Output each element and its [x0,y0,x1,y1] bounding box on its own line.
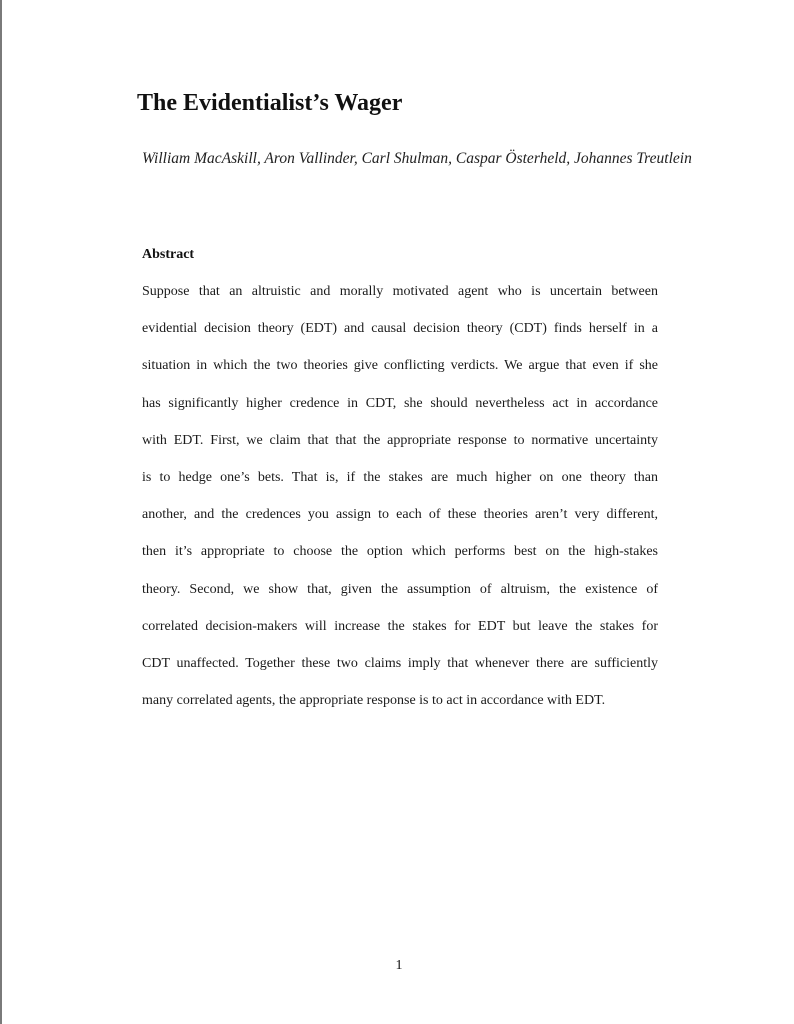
abstract-line: is to hedge one’s bets. That is, if the stakes are much higher on one theory than [142,469,658,485]
abstract-line: CDT unaffected. Together these two claims imply that whenever there are sufficiently [142,655,658,671]
abstract-line: evidential decision theory (EDT) and causal decision theory (CDT) finds herself in a [142,321,658,337]
abstract-line: correlated decision-makers will increase the stakes for EDT but leave the stakes for [142,618,658,634]
abstract-line: Suppose that an altruistic and morally motivated agent who is uncertain between [142,284,658,299]
abstract-line: another, and the credences you assign to each of these theories aren’t very different, [142,507,658,523]
abstract-heading: Abstract [142,247,195,262]
abstract-line: situation in which the two theories give conflicting verdicts. We argue that even if she [142,358,658,374]
abstract-body [142,282,658,728]
page-number: 1 [395,958,403,973]
abstract-line: has significantly higher credence in CDT, she should nevertheless act in accordance [142,395,658,411]
abstract-line: then it’s appropriate to choose the option which performs best on the high-stakes [142,544,658,560]
abstract-line: with EDT. First, we claim that that the appropriate response to normative uncertainty [142,432,658,448]
author-list: William MacAskill, Aron Vallinder, Carl Shulman, Caspar Österheld, Johannes Treutlein [142,150,692,167]
paper-title: The Evidentialist’s Wager [137,90,403,116]
abstract-line: many correlated agents, the appropriate response is to act in accordance with EDT. [142,693,606,709]
abstract-line: theory. Second, we show that, given the assumption of altruism, the existence of [142,581,658,597]
